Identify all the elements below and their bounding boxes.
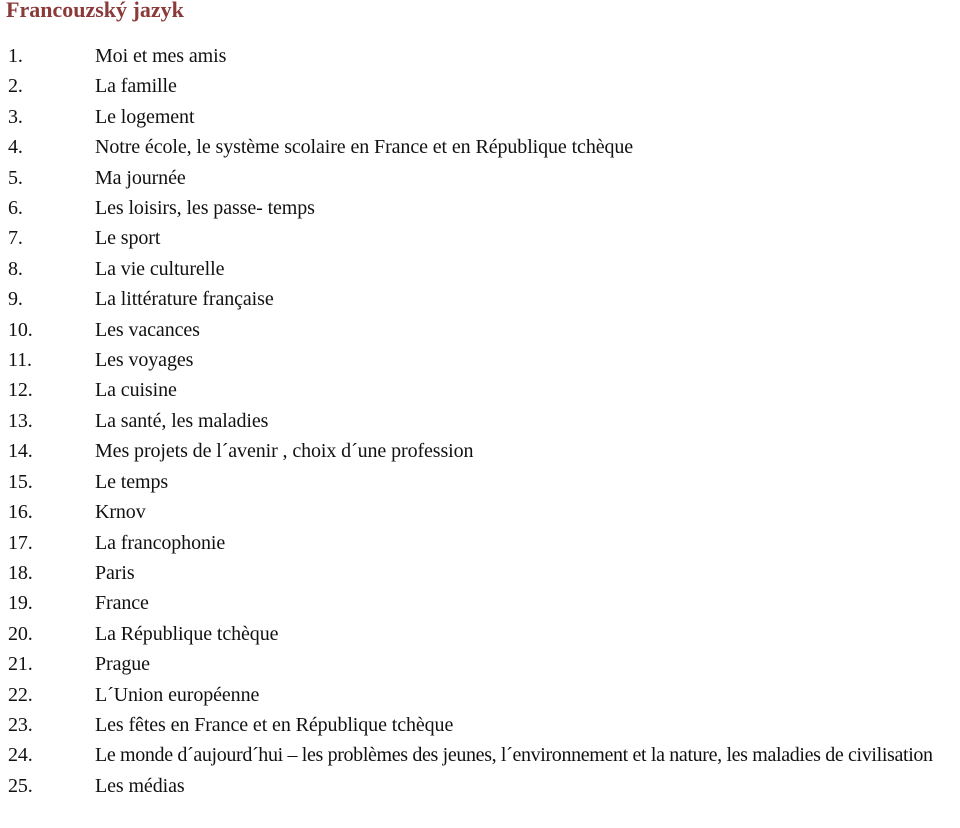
list-item-number: 1.	[8, 45, 23, 67]
list-item	[0, 740, 960, 770]
list-item-text: Prague	[95, 653, 150, 676]
list-item-number: 24.	[8, 744, 33, 767]
list-item-number: 6.	[8, 197, 23, 220]
list-item-text: Notre école, le système scolaire en France et en République tchèque	[95, 136, 634, 159]
list-item-text: Les médias	[95, 774, 185, 797]
list-item-number: 15.	[8, 470, 33, 493]
list-item-text: Le logement	[95, 105, 195, 128]
list-item-number: 18.	[8, 561, 33, 584]
list-item	[0, 771, 960, 801]
list-item	[0, 223, 960, 253]
list-item-number: 25.	[8, 774, 33, 797]
list-item-text: La République tchèque	[95, 622, 279, 645]
list-item-text: La littérature française	[95, 288, 274, 311]
list-item	[0, 375, 960, 405]
list-item	[0, 406, 960, 436]
list-item-text: Mes projets de l´avenir , choix d´une profession	[95, 440, 474, 463]
list-item-number: 13.	[8, 409, 33, 432]
list-item-number: 8.	[8, 257, 23, 280]
list-item-text: Les vacances	[95, 318, 200, 341]
list-item	[0, 193, 960, 223]
list-item-number: 7.	[8, 227, 23, 250]
list-item-number: 23.	[8, 713, 33, 736]
list-item	[0, 497, 960, 527]
list-item	[0, 41, 960, 71]
list-item	[0, 163, 960, 193]
list-item	[0, 680, 960, 710]
list-item	[0, 710, 960, 740]
topic-list	[0, 41, 960, 801]
list-item-text: Les loisirs, les passe- temps	[95, 197, 315, 220]
list-item-text: Le sport	[95, 227, 161, 250]
list-item-text: Les fêtes en France et en République tchèque	[95, 713, 454, 736]
list-item	[0, 345, 960, 375]
list-item	[0, 619, 960, 649]
list-item-text: L´Union européenne	[95, 683, 260, 706]
list-item	[0, 467, 960, 497]
list-item-number: 5.	[8, 166, 23, 189]
list-item-text: France	[95, 592, 149, 615]
list-item	[0, 132, 960, 162]
list-item-number: 20.	[8, 622, 33, 645]
list-item-text: La vie culturelle	[95, 257, 225, 280]
list-item	[0, 71, 960, 101]
list-item-number: 10.	[8, 318, 33, 341]
list-item	[0, 649, 960, 679]
list-item-text: Paris	[95, 561, 135, 584]
list-item-number: 3.	[8, 105, 23, 128]
list-item	[0, 284, 960, 314]
list-item	[0, 588, 960, 618]
list-item	[0, 102, 960, 132]
list-item-number: 14.	[8, 440, 33, 463]
list-item-number: 22.	[8, 683, 33, 706]
list-item-text: La francophonie	[95, 531, 226, 554]
list-item-number: 12.	[8, 379, 33, 402]
list-item-text: Ma journée	[95, 166, 186, 189]
list-item-text: Krnov	[95, 501, 146, 524]
page-title: Francouzský jazyk	[6, 0, 184, 22]
list-item-number: 2.	[8, 75, 23, 98]
list-item-number: 9.	[8, 288, 23, 311]
list-item-text: Moi et mes amis	[95, 45, 227, 67]
list-item	[0, 558, 960, 588]
list-item-number: 11.	[8, 349, 32, 372]
list-item-text: Les voyages	[95, 349, 194, 372]
list-item	[0, 315, 960, 345]
list-item	[0, 436, 960, 466]
list-item-number: 19.	[8, 592, 33, 615]
list-item-text: Le monde d´aujourd´hui – les problèmes des jeunes, l´environnement et la nature, les maladies de civilisation	[95, 744, 933, 767]
list-item-text: La cuisine	[95, 379, 177, 402]
list-item	[0, 254, 960, 284]
list-item	[0, 528, 960, 558]
list-item-number: 16.	[8, 501, 33, 524]
list-item-text: La santé, les maladies	[95, 409, 269, 432]
list-item-number: 17.	[8, 531, 33, 554]
list-item-text: La famille	[95, 75, 177, 98]
list-item-text: Le temps	[95, 470, 169, 493]
list-item-number: 4.	[8, 136, 23, 159]
list-item-number: 21.	[8, 653, 33, 676]
